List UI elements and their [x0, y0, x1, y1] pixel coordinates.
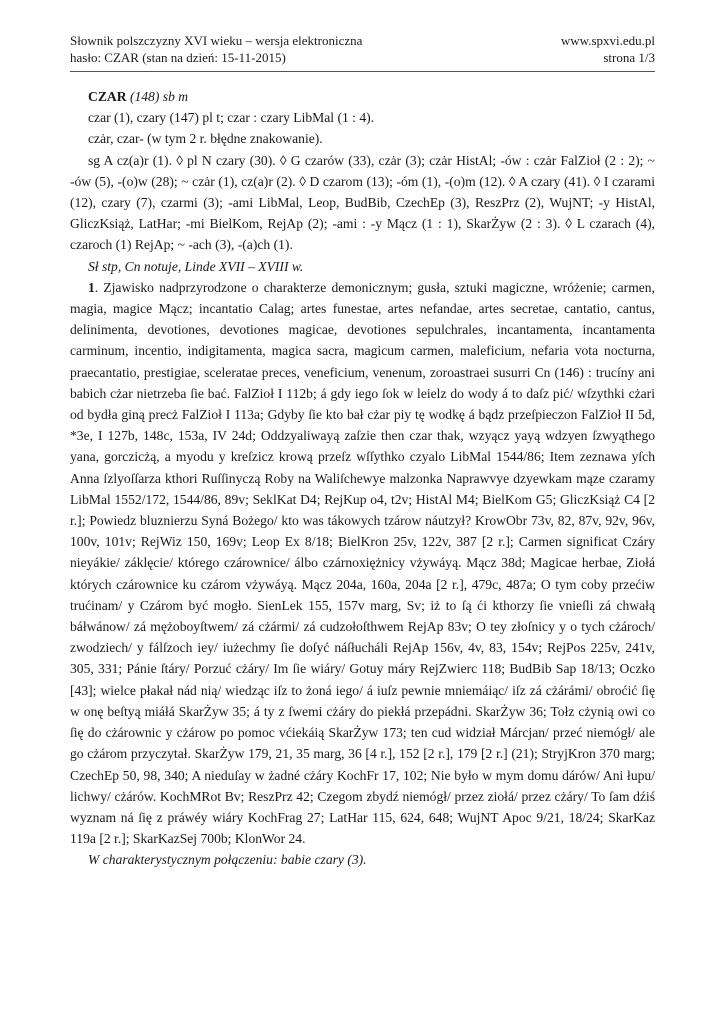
header-title: Słownik polszczyzny XVI wieku – wersja elektroniczna — [70, 33, 363, 48]
entry-inflection: sg A cz(a)r (1). ◊ pl N czary (30). ◊ G czarów (33), czȧr (3); czȧr HistAl; -ów : czȧr FalZioł (2 : 2); ~ -ów (5), -(o)w (28); ~ czȧr (1), cz(a)r (2). ◊ D czarom (13); -óm (1), -(o)m (12). ◊ A czary (41). ◊ I czarami (12), czary (7), czarmi (3); -ami LibMal, Leop, BudBib, CzechEp (3), ReszPrz (2), WujNT; -y HistAl, GliczKsiąż, LatHar; -mi BielKom, RejAp (2); -ami : -y Mącz (1 : 1), SkarŻyw (2 : 3). ◊ L czarach (4), czaroch (1) RejAp; ~ -ach (3), -(a)ch (1). — [70, 152, 655, 253]
entry-collocation: W charakterystycznym połączeniu: babie czary (3). — [88, 852, 367, 868]
entry-headline — [70, 86, 655, 107]
entry-headword-info: (148) sb m — [129, 89, 189, 104]
entry-body — [70, 86, 655, 871]
entry-sense-1 — [70, 277, 655, 849]
entry-spelling-note: czȧr, czar- (w tym 2 r. błędne znakowanie). — [88, 131, 323, 147]
sense-number: 1 — [88, 279, 95, 295]
header-website: www.spxvi.edu.pl — [560, 33, 655, 48]
entry-sources: Sł stp, Cn notuje, Linde XVII – XVIII w. — [88, 258, 304, 274]
header-divider — [70, 71, 655, 72]
sense-text: . Zjawisko nadprzyrodzone o charakterze demonicznym; gusła, sztuki magiczne, wróżenie; carmen, magia, magice Mącz; incantatio Calag; artes funestae, artes nefandae, artes secretae, cantatio, cantus, delinimenta, devotiones, devotiones magicae, devotiones sepulchrales, incantamenta, incantamenta carminum, incentio, indigitamenta, magica sacra, magicum carmen, maleficium, nefaria vota nocturna, praecantatio, prestigiae, sceleratae preces, veneficium, venenum, zoroastraei susurri Cn (146) : trucíny ani babich cżar nietrzeba ſie bać. FalZioł I 112b; á gdy iego ſok w leielz do wody á to daſz pić/ wſzythki cżari od bydła giną precż FalZioł I 113a; Gdyby ſie kto bał cżar piy tę wodkę á bądz przeſpieczon FalZioł II 5d, *3e, I 127b, 148c, 153a, IV 24d; Oddzyaliwayą zaſzie then czar thak, wzyącz yayą wdzyen ſzwyąthego yana, gorczicżą, a myodu y kreſzicz krową przeſz wſſythko czyalo LibMal 1544/86; Item zeznawa yſch Anna ſzlyoſſarza kthori Ruſſinyczą Roby na Waliſchewye malzonka Naprawvye dzyewkam mąze czaramy LibMal 1552/172, 1544/86, 89v; SeklKat D4; RejKup o4, t2v; HistAl M4; BielKom G5; GliczKsiąż C4 [2 r.]; Powiedz bluznierzu Syná Bożego/ kto was tákowych tzárow náutzył? KrowObr 73v, 82, 87v, 92v, 96v, 100v, 101v; RejWiz 150, 169v; Leop Ex 8/18; BielKron 25v, 122v, 387 [2 r.]; Carmen significat Czáry nieyákie/ záklęcie/ którego czárownice/ álbo czárnoxiężnicy vżywáyą. Mącz 38d; Magicae herbae, Ziołá których czárownice ku czárom vżywáyą. Mącz 204a, 160a, 204a [2 r.], 479c, 487a; O tym coby przećiw trućinam/ y Czárom być mogło. SienLek 155, 157v marg, Sv; iż to ſą ći kthorzy ſie vnieſli zá chwałą báłwánow/ zá mężoboyſtwem/ zá cżármi/ zá cudzołoſthwem RejAp 83v; O tey złoſnicy y o tych cżároch/ zwodziech/ y fálſzoch iey/ iużechmy ſie doſyć náſłucháli RejAp 156v, 4v, 83, 154v; RejPos 225v, 241v, 305, 331; Pánie ſtáry/ Porzuć cżáry/ Im ſie wiáry/ Gotuy máry RejZwierc 118; BudBib Sap 18/13; Oczko [43]; wielce płakał nád nią/ wiedząc iſz to żoná iego/ á iuſz pewnie mniemáiąc/ iſz zá cżárámi/ obroćić ſię w onę beſtyą miáłá SkarŻyw 35; á ty z ſwemi cżáry do piekłá przepádni. SkarŻyw 36; Tołz cżynią owi co ſię do cżárownic y cżárow po pomoc vćiekáią SkarŻyw 173; ten cud widział Márcjan/ przeć niemógł/ ale go cżárom przyczytał. SkarŻyw 179, 21, 35 marg, 36 [4 r.], 152 [2 r.], 179 [2 r.] (21); StryjKron 370 marg; CzechEp 50, 98, 340; A nieduſay w żadné cżáry KochFr 17, 102; Nie było w mym domu dárów/ Ani łupu/ lichwy/ cżárów. KochMRot Bv; ReszPrz 42; Czegom zbydź niemógł/ przez ziołá/ przez cżáry/ To ſam dźiś wyznam ná ſię z práwéy wiáry KochFrag 27; LatHar 115, 624, 648; WujNT Apoc 9/21, 18/24; SkarKaz 119a [2 r.]; SkarKazSej 700b; KlonWor 24. — [70, 279, 655, 847]
entry-headword: CZAR — [88, 89, 127, 104]
header-entry-info: hasło: CZAR (stan na dzień: 15-11-2015) — [70, 50, 286, 65]
page-header — [70, 32, 655, 66]
entry-forms: czar (1), czary (147) pl t; czar : czary LibMal (1 : 4). — [88, 110, 375, 126]
header-page-number: strona 1/3 — [603, 50, 655, 65]
